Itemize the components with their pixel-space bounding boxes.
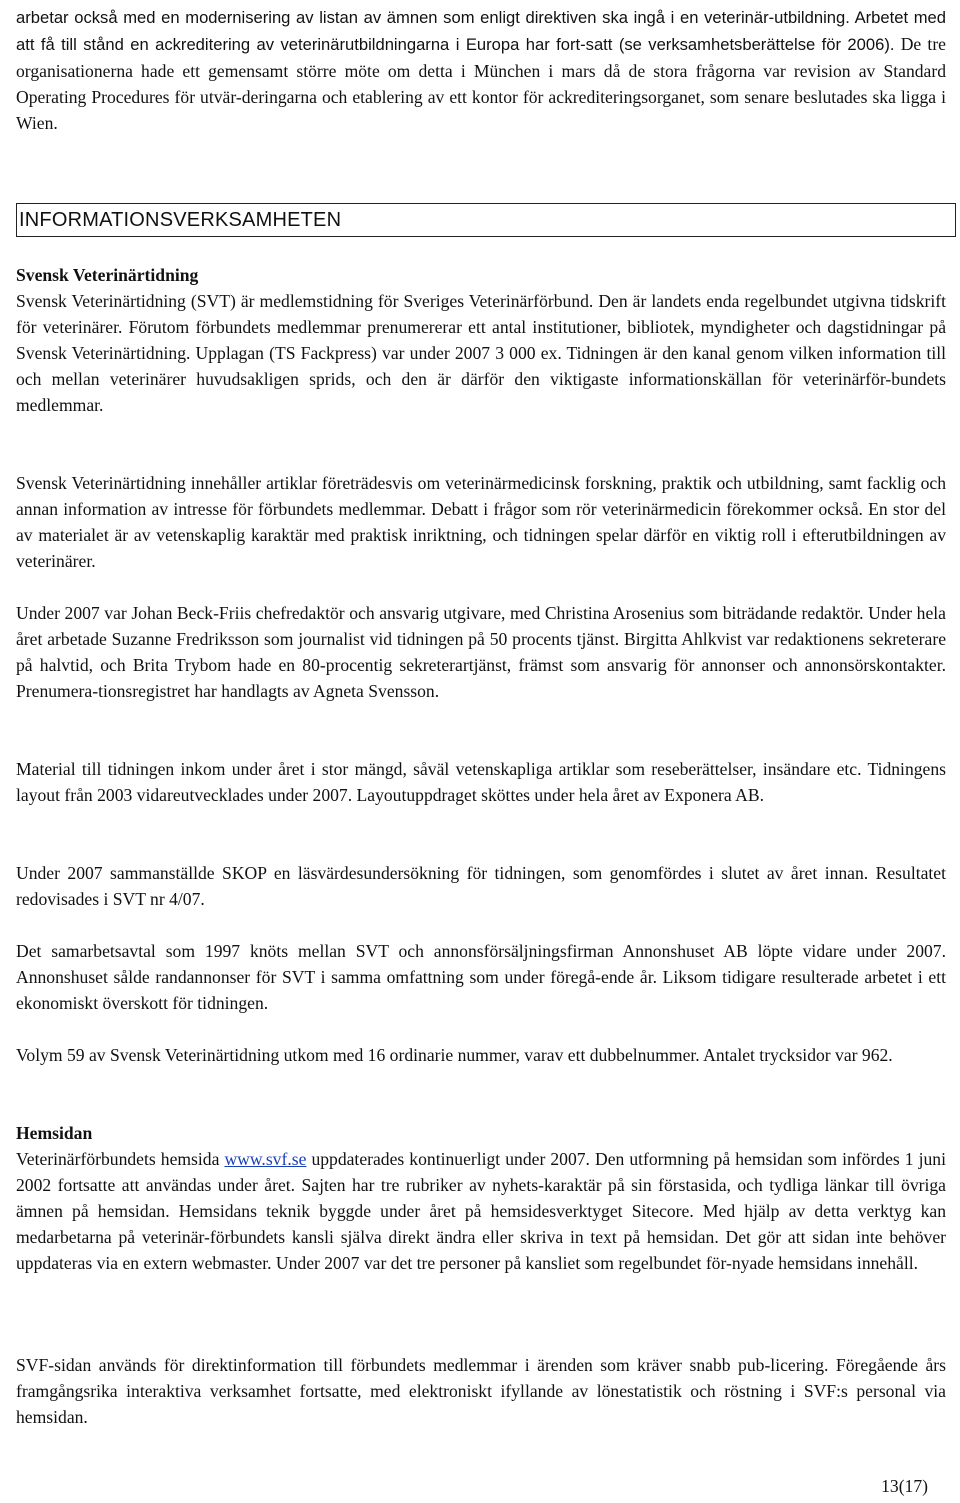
intro-sentence-serif: De tre organisationerna hade ett gemensamt större möte om detta i München i mars då de stora frågorna var revision av Standard Operating Procedures för utvär-deringarna och etablering av ett kontor för ackrediteringsorganet, som senare beslutades ska ligga i Wien. <box>16 34 946 133</box>
svt-paragraph-4: Material till tidningen inkom under året i stor mängd, såväl vetenskapliga artiklar som reseberättelser, insändare etc. Tidningens layout från 2003 vidareutvecklades under 2007. Layoutuppdraget sköttes under hela året av Exponera AB. <box>16 759 946 805</box>
svt-heading: Svensk Veterinärtidning <box>16 265 199 285</box>
hemsidan-text-after-link: uppdaterades kontinuerligt under 2007. Den utformning på hemsidan som infördes 1 juni 2002 fortsatte att användas under året. Sajten har tre rubriker av nyhets-karaktär på sin förstasida, och tydliga länkar till övriga ämnen på hemsidan. Hemsidans teknik byggde under året på hemsidesverktyget Sitecore. Med hjälp av detta verktyg kan medarbetarna på veterinär-förbundets kansli själva direkt ändra eller skriva in text på hemsidan. Det gör att sidan inte behöver uppdateras via en extern webmaster. Under 2007 var det tre personer på kansliet som regelbundet för-nyade hemsidans innehåll. <box>16 1149 946 1273</box>
intro-sentence-sans: arbetar också med en modernisering av listan av ämnen som enligt direktiven ska ingå i en veterinär-utbildning. Arbetet med att få till stånd en ackreditering av veterinärutbildningarna i Europa har fort-satt (se verksamhetsberättelse för 2006). <box>16 8 946 54</box>
hemsidan-paragraph-1 <box>16 1146 946 1276</box>
hemsidan-paragraph-2: SVF-sidan används för direktinformation till förbundets medlemmar i ärenden som kräver snabb pub-licering. Föregående års framgångsrika interaktiva verksamhet fortsatte, med elektroniskt ifyllande av lönestatistik och röstning i SVF:s personal via hemsidan. <box>16 1355 946 1427</box>
svt-paragraph-1: Svensk Veterinärtidning (SVT) är medlemstidning för Sveriges Veterinärförbund. Den är landets enda regelbundet utgivna tidskrift för veterinärer. Förutom förbundets medlemmar prenumererar ett antal institutioner, bibliotek, myndigheter och dagstidningar på Svensk Veterinärtidning. Upplagan (TS Fackpress) var under 2007 3 000 ex. Tidningen är den kanal genom vilken information till och mellan veterinärer huvudsakligen sprids, och den är därför den viktigaste informationskällan för veterinärför-bundets medlemmar. <box>16 291 946 415</box>
hemsidan-heading: Hemsidan <box>16 1123 93 1143</box>
svt-paragraph-2: Svensk Veterinärtidning innehåller artiklar företrädesvis om veterinärmedicinsk forskning, praktik och utbildning, samt facklig och annan information av intresse för förbundets medlemmar. Debatt i frågor som rör veterinärmedicin förekommer också. En stor del av materialet är av vetenskaplig karaktär med praktisk inriktning, och tidningen spelar därför en viktig roll i efterutbildningen av veterinärer. <box>16 473 946 571</box>
page-number: 13(17) <box>881 1476 928 1496</box>
svt-paragraph-6: Det samarbetsavtal som 1997 knöts mellan SVT och annonsförsäljningsfirman Annonshuset AB löpte vidare under 2007. Annonshuset sålde randannonser för SVT i samma omfattning som under föregå-ende år. Liksom tidigare resulterade arbetet i ett ekonomiskt överskott för tidningen. <box>16 941 946 1013</box>
svt-paragraph-3: Under 2007 var Johan Beck-Friis chefredaktör och ansvarig utgivare, med Christina Arosenius som biträdande redaktör. Under hela året arbetade Suzanne Fredriksson som journalist vid tidningen på 50 procents tjänst. Birgitta Ahlkvist var redaktionens sekreterare på halvtid, och Brita Trybom hade en 80-procentig sekreterartjänst, främst som ansvarig för annonser och annonsörskontakter. Prenumera-tionsregistret har handlagts av Agneta Svensson. <box>16 603 946 701</box>
svf-website-link[interactable]: www.svf.se <box>224 1149 307 1169</box>
hemsidan-text-before-link: Veterinärförbundets hemsida <box>16 1149 225 1169</box>
svt-paragraph-5: Under 2007 sammanställde SKOP en läsvärdesundersökning för tidningen, som genomfördes i slutet av året innan. Resultatet redovisades i SVT nr 4/07. <box>16 863 946 909</box>
section-title: INFORMATIONSVERKSAMHETEN <box>19 209 342 231</box>
svt-paragraph-7: Volym 59 av Svensk Veterinärtidning utkom med 16 ordinarie nummer, varav ett dubbelnummer. Antalet trycksidor var 962. <box>16 1045 893 1065</box>
intro-paragraph <box>16 4 946 136</box>
section-header-box <box>16 203 956 237</box>
